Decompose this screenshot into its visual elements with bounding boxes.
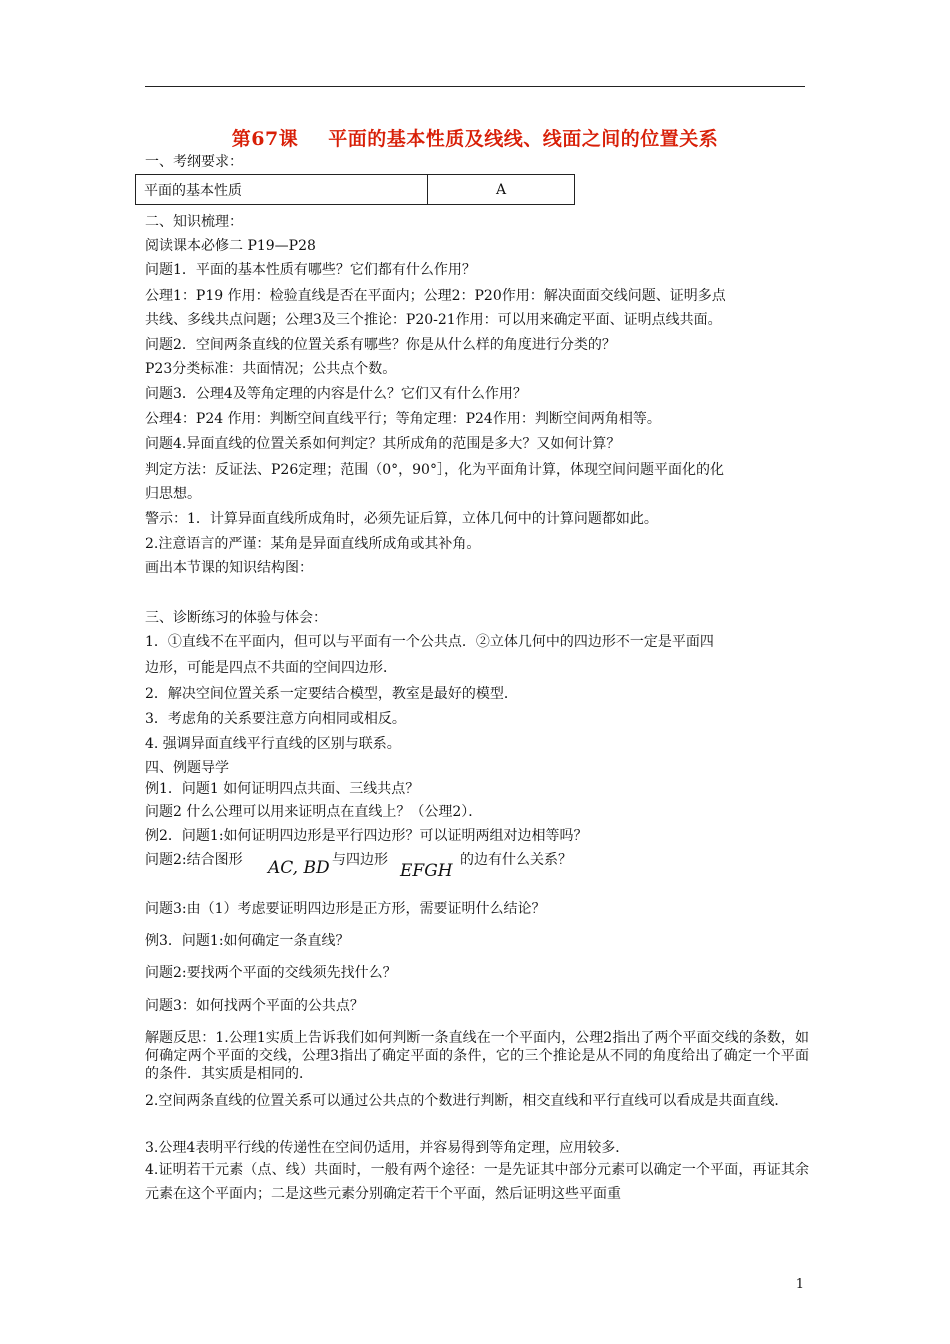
text-fragment: 问题2:结合图形	[145, 852, 243, 868]
text-line: 问题3．公理4及等角定理的内容是什么？它们又有什么作用？	[145, 386, 527, 402]
reflection-paragraph-2: 2.空间两条直线的位置关系可以通过公共点的个数进行判断，相交直线和平行直线可以看成是共面直线．	[145, 1093, 789, 1109]
text-line: 问题1．平面的基本性质有哪些？它们都有什么作用？	[145, 262, 476, 278]
text-line: 共线、多线共点问题；公理3及三个推论：P20-21作用：可以用来确定平面、证明点线共面。	[145, 312, 722, 328]
text-line: 问题3:由（1）考虑要证明四边形是正方形，需要证明什么结论？	[145, 901, 546, 917]
text-line: 公理4：P24 作用：判断空间直线平行；等角定理：P24作用：判断空间两角相等。	[145, 411, 661, 427]
text-line: 1．①直线不在平面内，但可以与平面有一个公共点．②立体几何中的四边形不一定是平面四	[145, 634, 714, 650]
table-cell-level: A	[428, 175, 575, 205]
section2-heading: 二、知识梳理：	[145, 214, 243, 230]
text-line: 问题3：如何找两个平面的公共点？	[145, 998, 364, 1014]
section4-heading: 四、例题导学	[145, 760, 229, 776]
math-efgh: EFGH	[400, 861, 453, 881]
math-ac-bd: AC, BD	[268, 858, 330, 878]
lesson-title: 平面的基本性质及线线、线面之间的位置关系	[328, 128, 719, 150]
syllabus-table	[135, 174, 575, 205]
text-line: 问题2:要找两个平面的交线须先找什么？	[145, 965, 397, 981]
text-line: 问题2 什么公理可以用来证明点在直线上？（公理2）．	[145, 804, 483, 820]
text-line: 3．考虑角的关系要注意方向相同或相反。	[145, 711, 406, 727]
text-line: P23分类标准：共面情况；公共点个数。	[145, 361, 397, 377]
text-line: 判定方法：反证法、P26定理；范围（0°，90°］，化为平面角计算，体现空间问题平面化的化	[145, 462, 724, 478]
text-line: 画出本节课的知识结构图：	[145, 560, 313, 576]
text-line: 例3．问题1:如何确定一条直线？	[145, 933, 350, 949]
text-line: 例2．问题1:如何证明四边形是平行四边形？可以证明两组对边相等吗？	[145, 828, 588, 844]
text-line: 警示：1．计算异面直线所成角时，必须先证后算，立体几何中的计算问题都如此。	[145, 511, 658, 527]
reflection-paragraph-4: 4.证明若干元素（点、线）共面时，一般有两个途径：一是先证其中部分元素可以确定一个平面，再证其余元素在这个平面内；二是这些元素分别确定若干个平面，然后证明这些平面重	[145, 1162, 809, 1202]
text-line: 阅读课本必修二 P19—P28	[145, 238, 316, 254]
page-title	[145, 124, 805, 151]
section1-heading: 一、考纲要求：	[145, 154, 243, 170]
text-line: 例1．问题1 如何证明四点共面、三线共点？	[145, 781, 420, 797]
text-line: 4. 强调异面直线平行直线的区别与联系。	[145, 736, 401, 752]
text-line: 问题2．空间两条直线的位置关系有哪些？你是从什么样的角度进行分类的？	[145, 337, 616, 353]
table-row	[136, 175, 575, 205]
section3-heading: 三、诊断练习的体验与体会：	[145, 610, 327, 626]
header-rule	[145, 86, 805, 87]
lesson-number: 第67课	[231, 128, 299, 150]
text-line: 2.注意语言的严谨：某角是异面直线所成角或其补角。	[145, 536, 481, 552]
text-fragment: 的边有什么关系？	[460, 852, 572, 868]
text-line: 问题4.异面直线的位置关系如何判定？其所成角的范围是多大？又如何计算？	[145, 436, 621, 452]
text-line: 归思想。	[145, 486, 201, 502]
reflection-paragraph-1: 解题反思：1.公理1实质上告诉我们如何判断一条直线在一个平面内，公理2指出了两个平面交线的条数，如何确定两个平面的交线，公理3指出了确定平面的条件，它的三个推论是从不同的角度给出了确定一个平面的条件．其实质是相同的．	[145, 1030, 809, 1082]
text-fragment: 与四边形	[332, 852, 388, 868]
table-cell-item: 平面的基本性质	[136, 175, 428, 205]
text-line: 2．解决空间位置关系一定要结合模型，教室是最好的模型．	[145, 686, 518, 702]
page-number: 1	[795, 1277, 804, 1292]
text-line: 公理1：P19 作用：检验直线是否在平面内；公理2：P20作用：解决面面交线问题、证明多点	[145, 288, 726, 304]
reflection-paragraph-3: 3.公理4表明平行线的传递性在空间仍适用，并容易得到等角定理，应用较多．	[145, 1140, 630, 1156]
text-line: 边形，可能是四点不共面的空间四边形．	[145, 660, 397, 676]
